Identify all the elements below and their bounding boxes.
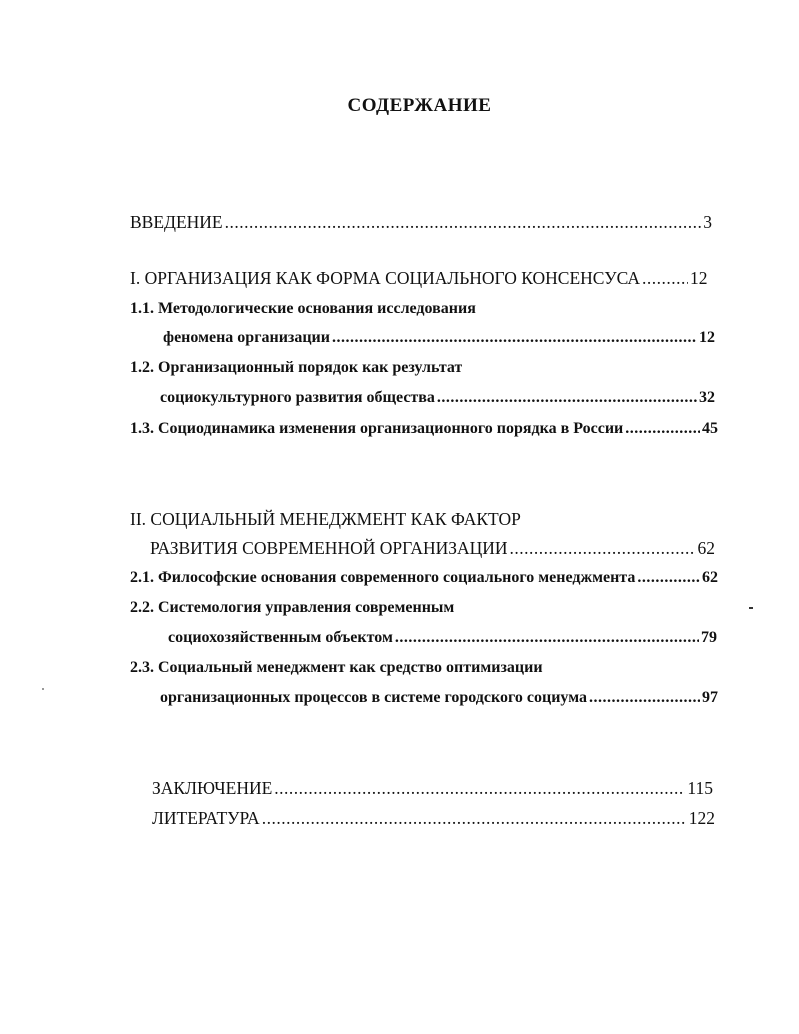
- toc-page-number: 115: [687, 778, 713, 798]
- toc-leader: [642, 268, 688, 289]
- toc-entry-1-3: [130, 420, 718, 438]
- toc-entry-2-1: [130, 569, 718, 587]
- toc-leader: [262, 808, 687, 829]
- toc-page-number: 45: [702, 420, 718, 437]
- toc-label: 1.3. Социодинамика изменения организационного порядка в России: [130, 420, 624, 437]
- page-title: СОДЕРЖАНИЕ: [347, 95, 492, 116]
- toc-entry-1-1-line1: 1.1. Методологические основания исследования: [130, 300, 476, 317]
- toc-page-number: 3: [703, 212, 712, 232]
- toc-page-number: 79: [701, 629, 717, 646]
- toc-entry-1-2-line1: 1.2. Организационный порядок как результат: [130, 359, 463, 376]
- toc-leader: [332, 329, 697, 347]
- toc-label: социокультурного развития общества: [160, 389, 435, 406]
- toc-leader: [225, 212, 702, 233]
- toc-leader: [274, 778, 685, 799]
- toc-entry-2-3-line2: [160, 689, 718, 707]
- toc-label: ЛИТЕРАТУРА: [152, 808, 260, 828]
- toc-entry-conclusion: [152, 778, 713, 799]
- toc-entry-chapter-2-line1: II. СОЦИАЛЬНЫЙ МЕНЕДЖМЕНТ КАК ФАКТОР: [130, 509, 521, 529]
- toc-entry-chapter-1: [130, 268, 712, 289]
- toc-label: 2.1. Философские основания современного социального менеджмента: [130, 569, 636, 586]
- toc-leader: [589, 689, 700, 707]
- toc-entry-1-2-line2: [160, 389, 715, 407]
- toc-label: социохозяйственным объектом: [168, 629, 393, 646]
- toc-leader: [510, 538, 696, 559]
- toc-entry-intro: [130, 212, 712, 233]
- toc-leader: [637, 569, 700, 587]
- toc-entry-1-1-line2: [163, 329, 715, 347]
- toc-label: феномена организации: [163, 329, 330, 346]
- toc-label: ВВЕДЕНИЕ: [130, 212, 223, 232]
- toc-page-number: 122: [688, 808, 715, 828]
- toc-leader: [625, 420, 700, 438]
- toc-entry-chapter-2-line2: [150, 538, 715, 559]
- toc-label: организационных процессов в системе городского социума: [160, 689, 587, 706]
- toc-label: РАЗВИТИЯ СОВРЕМЕННОЙ ОРГАНИЗАЦИИ: [150, 538, 508, 558]
- toc-leader: [437, 389, 697, 407]
- toc-page-number: 12: [699, 329, 715, 346]
- toc-page-number: 12: [690, 268, 708, 288]
- toc-label: I. ОРГАНИЗАЦИЯ КАК ФОРМА СОЦИАЛЬНОГО КОНСЕНСУСА: [130, 268, 641, 288]
- toc-page-number: 62: [702, 569, 718, 586]
- toc-leader: [395, 629, 699, 647]
- toc-page-number: 32: [699, 389, 715, 406]
- toc-entry-literature: [152, 808, 715, 829]
- toc-label: ЗАКЛЮЧЕНИЕ: [152, 778, 273, 798]
- toc-entry-2-3-line1: 2.3. Социальный менеджмент как средство оптимизации: [130, 659, 543, 676]
- scan-speck: [749, 607, 753, 609]
- toc-entry-2-2-line2: [168, 629, 717, 647]
- toc-page-number: 97: [702, 689, 718, 706]
- toc-entry-2-2-line1: 2.2. Системология управления современным: [130, 599, 455, 616]
- toc-page-number: 62: [697, 538, 715, 558]
- scan-speck: [42, 688, 44, 690]
